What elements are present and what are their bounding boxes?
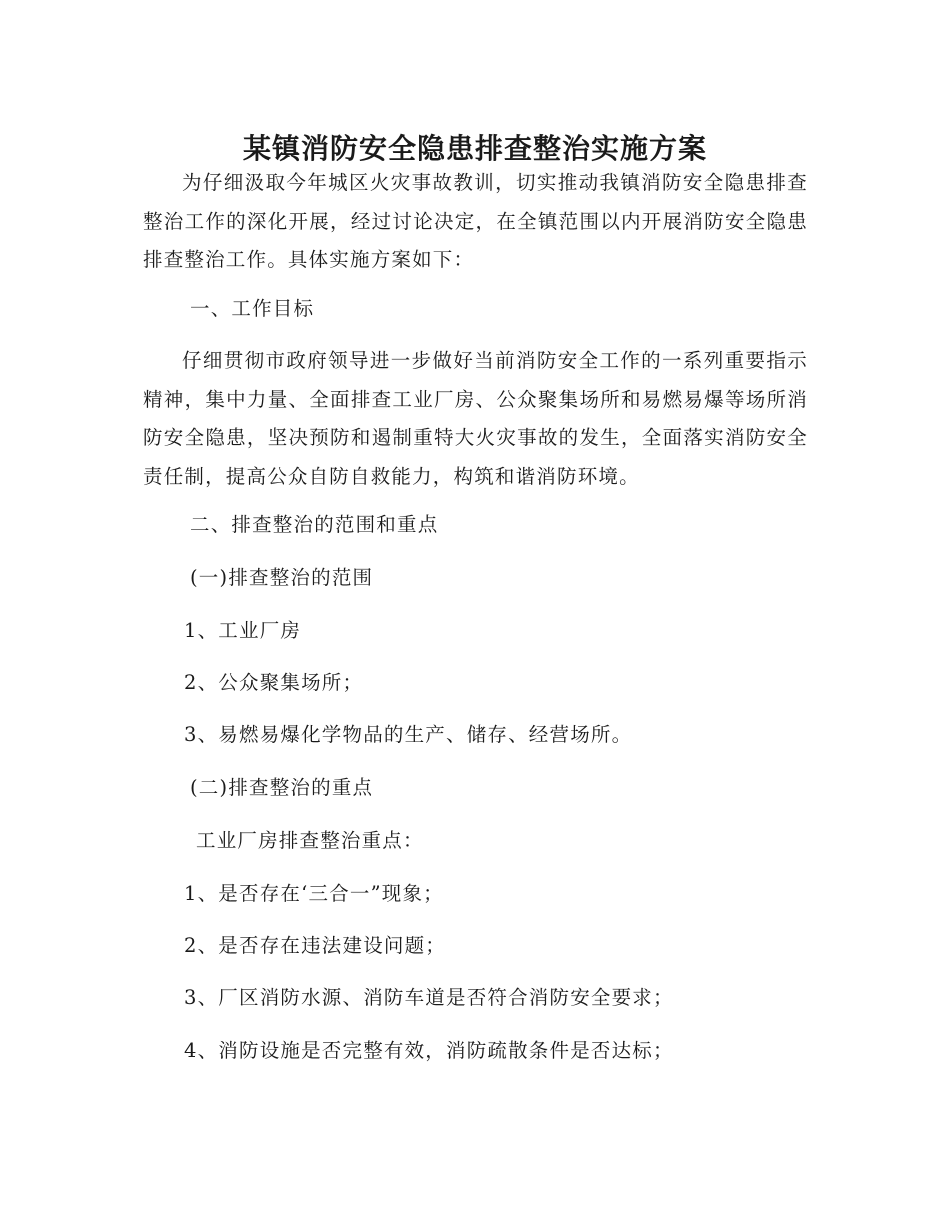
scope-heading: (一)排查整治的范围 — [190, 566, 374, 589]
scope-item: 1、工业厂房 — [184, 619, 302, 642]
factory-item: 1、是否存在‘三合一”现象； — [184, 882, 444, 905]
intro-paragraph: 为仔细汲取今年城区火灾事故教训，切实推动我镇消防安全隐患排查整治工作的深化开展，经过讨论决定，在全镇范围以内开展消防安全隐患排查整治工作。具体实施方案如下： — [143, 171, 808, 271]
section1-heading: 一、工作目标 — [190, 297, 315, 320]
section1-body: 仔细贯彻市政府领导进一步做好当前消防安全工作的一系列重要指示精神，集中力量、全面排查工业厂房、公众聚集场所和易燃易爆等场所消防安全隐患，坚决预防和遏制重特大火灾事故的发生，全面落实消防安全责任制，提高公众自防自救能力，构筑和谐消防环境。 — [143, 349, 808, 488]
scope-item: 2、公众聚集场所； — [184, 671, 364, 694]
focus-heading: (二)排查整治的重点 — [190, 776, 374, 799]
factory-item: 4、消防设施是否完整有效，消防疏散条件是否达标； — [184, 1039, 674, 1062]
factory-item: 2、是否存在违法建设问题； — [184, 934, 447, 957]
scope-item: 3、易燃易爆化学物品的生产、储存、经营场所。 — [184, 723, 633, 746]
factory-heading: 工业厂房排查整治重点： — [196, 829, 424, 852]
document-title: 某镇消防安全隐患排查整治实施方案 — [242, 131, 707, 165]
section2-heading: 二、排查整治的范围和重点 — [190, 513, 439, 536]
factory-item: 3、厂区消防水源、消防车道是否符合消防安全要求； — [184, 986, 674, 1009]
